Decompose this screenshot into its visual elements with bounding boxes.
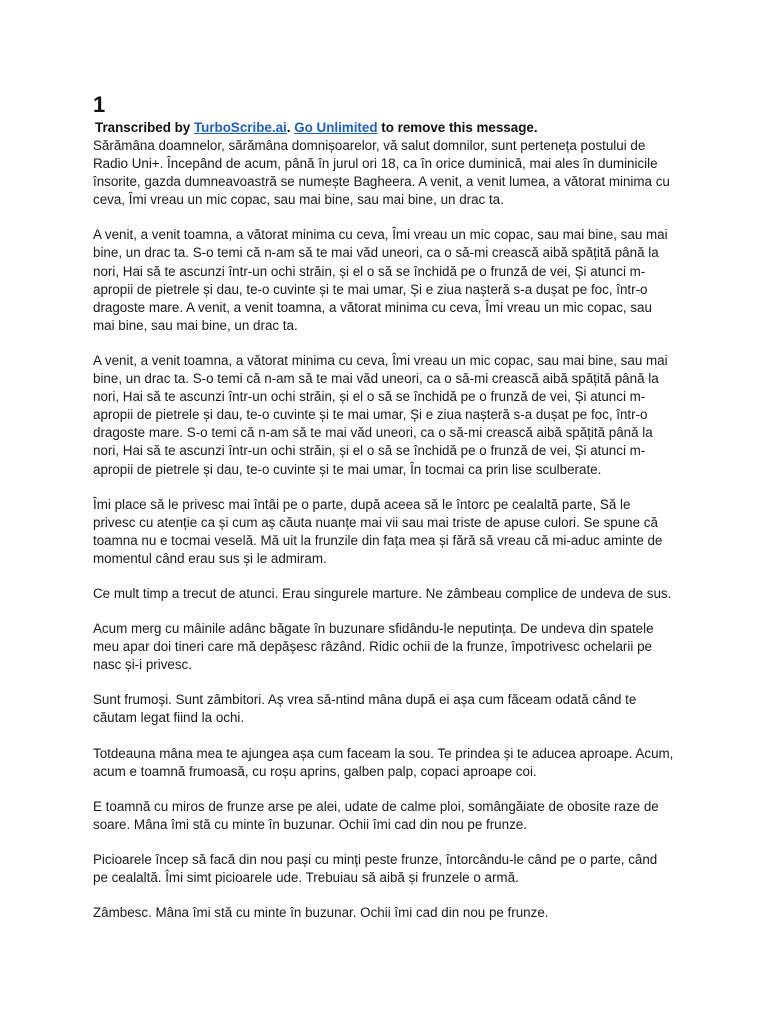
paragraph: E toamnă cu miros de frunze arse pe alei, udate de calme ploi, somângăiate de obosite raze de soare. Mâna îmi stă cu minte în buzunar. Ochii îmi cad din nou pe frunze. xyxy=(93,798,659,832)
transcription-banner xyxy=(95,119,675,137)
paragraph: Sărămâna doamnelor, sărămâna domnișoarelor, vă salut domnilor, sunt perteneța postului de Radio Uni+. Începând de acum, până în jurul ori 18, ca în orice duminică, mai ales în duminicile însorite, gazda dumneavoastră se numește Bagheera. A venit, a venit lumea, a vătorat minima cu ceva, Îmi vreau un mic copac, sau mai bine, sau mai bine, un drac ta. xyxy=(93,138,670,208)
paragraph: Picioarele încep să facă din nou pași cu minți peste frunze, întorcându-le când pe o parte, când pe cealaltă. Îmi simt picioarele ude. Trebuiau să aibă și frunzele o armă. xyxy=(93,851,658,885)
paragraph: Îmi place să le privesc mai întâi pe o parte, după aceea să le întorc pe cealaltă parte, Să le privesc cu atenție ca și cum aș căuta nuanțe mai vii sau mai triste de apuse culori. Se spune că toamna nu e tocmai veselă. Mă uit la frunzile din fața mea și fără să vreau că mi-aduc aminte de momentul când erau sus și le admiram. xyxy=(93,496,663,566)
paragraph: Totdeauna mâna mea te ajungea așa cum faceam la sou. Te prindea și te aducea aproape. Acum, acum e toamnă frumoasă, cu roșu aprins, galben palp, copaci aproape coi. xyxy=(93,745,674,779)
paragraph: Zâmbesc. Mâna îmi stă cu minte în buzunar. Ochii îmi cad din nou pe frunze. xyxy=(93,905,549,921)
paragraph: A venit, a venit toamna, a vătorat minima cu ceva, Îmi vreau un mic copac, sau mai bine, sau mai bine, un drac ta. S-o temi că n-am să te mai văd uneori, ca o să-mi crească aibă spățită până la nori, Hai să te ascunzi într-un ochi străin, și el o să se închidă pe o frunză de vei, Și atunci m-apropii de pietrele și dau, te-o cuvinte și te mai umar, Și e ziua nașteră s-a dușat pe foc, într-o dragoste mare. S-o temi că n-am să te mai văd uneori, ca o să-mi crească aibă spățită până la nori, Hai să te ascunzi într-un ochi străin, și el o să se închidă pe o frunză de vei, Și atunci m-apropii de pietrele și dau, te-o cuvinte și te mai umar, În tocmai ca prin lise sculberate. xyxy=(93,352,668,477)
paragraph: Ce mult timp a trecut de atunci. Erau singurele marture. Ne zâmbeau complice de undeva de sus. xyxy=(93,585,672,601)
document-page xyxy=(93,92,675,939)
transcript-body xyxy=(93,137,675,922)
banner-prefix: Transcribed by xyxy=(95,120,194,135)
paragraph: Sunt frumoși. Sunt zâmbitori. Aș vrea să-ntind mâna după ei așa cum făceam odată când te căutam legat fiind la ochi. xyxy=(93,692,637,726)
paragraph: Acum merg cu mâinile adânc băgate în buzunare sfidându-le neputința. De undeva din spatele meu apar doi tineri care mă depășesc râzând. Ridic ochii de la frunze, împotrivesc ochelarii pe nasc și-i privesc. xyxy=(93,621,654,673)
turboscribe-link[interactable]: TurboScribe.ai xyxy=(193,120,287,135)
banner-suffix: to remove this message. xyxy=(377,120,538,135)
go-unlimited-link[interactable]: Go Unlimited xyxy=(294,120,378,135)
banner-separator: . xyxy=(286,120,295,135)
page-number: 1 xyxy=(93,92,106,117)
paragraph: A venit, a venit toamna, a vătorat minima cu ceva, Îmi vreau un mic copac, sau mai bine, sau mai bine, un drac ta. S-o temi că n-am să te mai văd uneori, ca o să-mi crească aibă spățită până la nori, Hai să te ascunzi într-un ochi străin, și el o să se închidă pe o frunză de vei, Și atunci m-apropii de pietrele și dau, te-o cuvinte și te mai umar, Și e ziua nașteră s-a dușat pe foc, într-o dragoste mare. A venit, a venit toamna, a vătorat minima cu ceva, Îmi vreau un mic copac, sau mai bine, sau mai bine, un drac ta. xyxy=(93,227,668,333)
